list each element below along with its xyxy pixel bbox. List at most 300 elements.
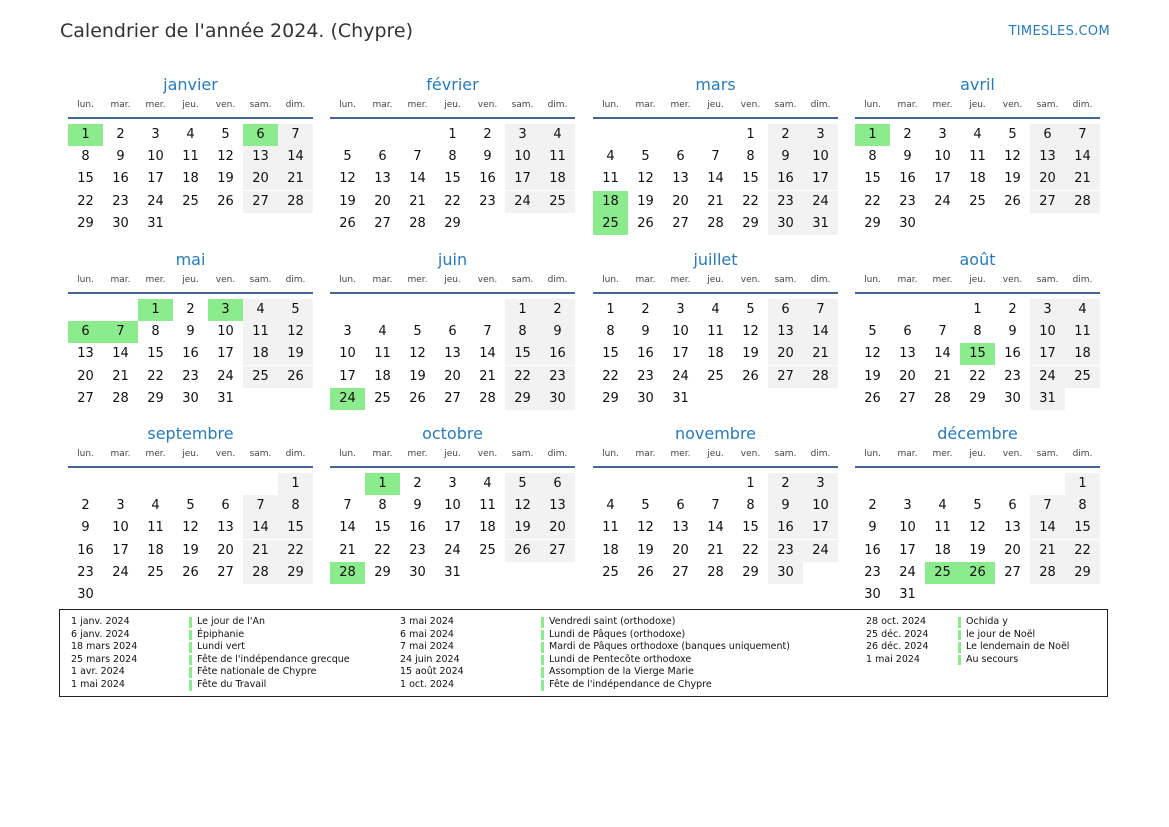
weekday-label: mer. [932, 275, 953, 285]
day-cell: 21 [934, 368, 951, 384]
month-rule [855, 292, 1100, 294]
day-cell: 22 [77, 193, 94, 209]
day-cell: 1 [606, 302, 615, 317]
day-cell: 12 [1004, 149, 1021, 165]
day-cell: 14 [479, 346, 496, 362]
day-cell: 3 [505, 124, 540, 146]
day-cell: 7 [413, 149, 422, 165]
day-cell: 23 [182, 368, 199, 384]
day-cell: 7 [711, 498, 720, 514]
holiday-day-cell: 15 [960, 343, 995, 365]
day-cell: 17 [1030, 343, 1065, 365]
weekday-label: jeu. [707, 100, 724, 110]
day-cell: 4 [606, 498, 615, 514]
day-cell: 21 [707, 193, 724, 209]
legend-entry: 25 déc. 2024 [866, 628, 929, 640]
month-name: septembre [147, 424, 234, 443]
weekday-label: sam. [1036, 100, 1059, 110]
holiday-marker [189, 630, 192, 641]
day-cell: 16 [182, 346, 199, 362]
day-cell: 12 [637, 520, 654, 536]
weekday-label: jeu. [182, 275, 199, 285]
weekday-label: dim. [1072, 100, 1093, 110]
day-cell: 29 [969, 390, 986, 406]
day-cell: 12 [182, 520, 199, 536]
day-cell: 22 [1065, 540, 1100, 562]
day-cell: 27 [243, 191, 278, 213]
day-cell: 19 [505, 517, 540, 539]
month-name: juin [437, 250, 468, 269]
day-cell: 29 [602, 390, 619, 406]
day-cell: 8 [746, 498, 755, 514]
weekday-label: dim. [547, 449, 568, 459]
day-cell: 11 [602, 171, 619, 187]
day-cell: 31 [444, 564, 461, 580]
day-cell: 16 [768, 168, 803, 190]
day-cell: 16 [864, 542, 881, 558]
day-cell: 22 [969, 368, 986, 384]
day-cell: 7 [711, 149, 720, 165]
month-name: novembre [674, 424, 757, 443]
holiday-legend [59, 609, 1108, 697]
holiday-marker [958, 630, 961, 641]
day-cell: 20 [217, 542, 234, 558]
day-cell: 19 [182, 542, 199, 558]
day-cell: 24 [672, 368, 689, 384]
day-cell: 5 [413, 324, 422, 340]
month-rule [593, 466, 838, 468]
day-cell: 29 [444, 215, 461, 231]
day-cell: 23 [112, 193, 129, 209]
day-cell: 5 [868, 324, 877, 340]
weekday-label: sam. [249, 275, 272, 285]
day-cell: 2 [768, 124, 803, 146]
month-avril [855, 75, 1100, 240]
legend-entry: 1 oct. 2024 [400, 678, 455, 690]
day-cell: 22 [374, 542, 391, 558]
day-cell: 6 [676, 498, 685, 514]
weekday-label: jeu. [444, 100, 461, 110]
day-cell: 2 [768, 473, 803, 495]
weekday-label: mer. [145, 449, 166, 459]
day-cell: 22 [742, 193, 759, 209]
day-cell: 21 [1065, 168, 1100, 190]
day-cell: 25 [479, 542, 496, 558]
day-cell: 20 [672, 193, 689, 209]
legend-entry: Fête nationale de Chypre [197, 666, 317, 678]
day-cell: 9 [186, 324, 195, 340]
day-cell: 5 [278, 299, 313, 321]
weekday-label: sam. [774, 100, 797, 110]
day-cell: 23 [768, 191, 803, 213]
day-cell: 7 [343, 498, 352, 514]
day-cell: 6 [1030, 124, 1065, 146]
day-cell: 4 [378, 324, 387, 340]
legend-entry: Fête de l'indépendance de Chypre [549, 678, 712, 690]
day-cell: 27 [672, 564, 689, 580]
month-rule [68, 292, 313, 294]
day-cell: 9 [768, 146, 803, 168]
day-cell: 12 [742, 324, 759, 340]
legend-col3-dates [866, 616, 928, 666]
weekday-label: jeu. [444, 449, 461, 459]
weekday-label: mar. [110, 100, 131, 110]
weekday-label: mar. [110, 449, 131, 459]
weekday-label: sam. [249, 100, 272, 110]
weekday-label: jeu. [969, 100, 986, 110]
day-cell: 19 [864, 368, 881, 384]
day-cell: 31 [899, 587, 916, 602]
day-cell: 29 [278, 562, 313, 584]
day-cell: 5 [641, 149, 650, 165]
day-cell: 6 [448, 324, 457, 340]
weekday-label: lun. [864, 275, 881, 285]
day-cell: 8 [1065, 495, 1100, 517]
day-cell: 7 [243, 495, 278, 517]
day-cell: 27 [77, 390, 94, 406]
weekday-label: ven. [477, 449, 498, 459]
day-cell: 15 [77, 171, 94, 187]
month-name: mars [695, 75, 736, 94]
day-cell: 17 [803, 517, 838, 539]
legend-entry: Fête de l'indépendance grecque [197, 653, 350, 665]
weekday-label: sam. [511, 449, 534, 459]
day-cell: 4 [483, 476, 492, 491]
weekday-label: lun. [77, 449, 94, 459]
day-cell: 11 [602, 520, 619, 536]
day-cell: 26 [339, 215, 356, 231]
day-cell: 6 [540, 473, 575, 495]
month-rule [855, 117, 1100, 119]
day-cell: 8 [278, 495, 313, 517]
legend-entry: 15 août 2024 [400, 666, 464, 678]
day-cell: 4 [151, 498, 160, 514]
day-cell: 11 [934, 520, 951, 536]
legend-col1-dates [71, 616, 137, 692]
holiday-marker [189, 642, 192, 653]
legend-entry: 25 mars 2024 [71, 653, 138, 665]
month-name: février [426, 75, 479, 94]
day-cell: 29 [864, 215, 881, 231]
day-cell: 6 [221, 498, 230, 514]
day-cell: 2 [186, 302, 195, 317]
holiday-marker [189, 680, 192, 691]
weekday-label: ven. [1002, 100, 1023, 110]
day-cell: 12 [505, 495, 540, 517]
day-cell: 9 [81, 520, 90, 536]
day-cell: 16 [637, 346, 654, 362]
day-cell: 11 [969, 149, 986, 165]
day-cell: 21 [1030, 540, 1065, 562]
month-mars [593, 75, 838, 240]
day-cell: 15 [147, 346, 164, 362]
day-cell: 16 [77, 542, 94, 558]
day-cell: 20 [672, 542, 689, 558]
day-cell: 30 [864, 587, 881, 602]
day-cell: 17 [505, 168, 540, 190]
day-cell: 10 [899, 520, 916, 536]
month-octobre [330, 424, 575, 589]
legend-entry: 26 déc. 2024 [866, 641, 929, 653]
day-cell: 9 [868, 520, 877, 536]
holiday-day-cell: 25 [593, 213, 628, 235]
day-cell: 23 [637, 368, 654, 384]
weekday-label: ven. [740, 100, 761, 110]
day-cell: 8 [81, 149, 90, 165]
holiday-marker [541, 680, 544, 691]
legend-entry: Lundi vert [197, 641, 245, 653]
holiday-day-cell: 6 [68, 321, 103, 343]
day-cell: 18 [243, 343, 278, 365]
holiday-day-cell: 18 [593, 191, 628, 213]
day-cell: 30 [899, 215, 916, 231]
day-cell: 7 [1065, 124, 1100, 146]
day-cell: 9 [768, 495, 803, 517]
day-cell: 14 [278, 146, 313, 168]
day-cell: 15 [742, 171, 759, 187]
day-cell: 4 [243, 299, 278, 321]
weekday-label: jeu. [182, 449, 199, 459]
day-cell: 11 [374, 346, 391, 362]
day-cell: 25 [1065, 366, 1100, 388]
day-cell: 28 [803, 366, 838, 388]
day-cell: 28 [409, 215, 426, 231]
day-cell: 4 [711, 302, 720, 317]
day-cell: 23 [1004, 368, 1021, 384]
weekday-label: lun. [77, 275, 94, 285]
day-cell: 11 [243, 321, 278, 343]
day-cell: 28 [243, 562, 278, 584]
day-cell: 21 [409, 193, 426, 209]
day-cell: 4 [606, 149, 615, 165]
weekday-label: dim. [547, 100, 568, 110]
day-cell: 23 [540, 366, 575, 388]
month-rule [330, 117, 575, 119]
month-novembre [593, 424, 838, 589]
day-cell: 14 [934, 346, 951, 362]
holiday-day-cell: 1 [138, 299, 173, 321]
holiday-marker [958, 655, 961, 666]
day-cell: 4 [1065, 299, 1100, 321]
weekday-label: lun. [864, 100, 881, 110]
legend-entry: le jour de Noël [966, 628, 1036, 640]
day-cell: 22 [278, 540, 313, 562]
day-cell: 20 [77, 368, 94, 384]
weekday-label: dim. [285, 449, 306, 459]
month-name: mai [175, 250, 206, 269]
day-cell: 15 [374, 520, 391, 536]
day-cell: 16 [540, 343, 575, 365]
weekday-label: lun. [864, 449, 881, 459]
day-cell: 14 [707, 171, 724, 187]
day-cell: 26 [637, 215, 654, 231]
day-cell: 10 [444, 498, 461, 514]
day-cell: 28 [707, 564, 724, 580]
day-cell: 30 [409, 564, 426, 580]
day-cell: 19 [969, 542, 986, 558]
day-cell: 26 [278, 366, 313, 388]
day-cell: 25 [182, 193, 199, 209]
legend-entry: Le lendemain de Noël [966, 641, 1070, 653]
day-cell: 2 [483, 127, 492, 142]
day-cell: 16 [768, 517, 803, 539]
day-cell: 17 [672, 346, 689, 362]
day-cell: 7 [803, 299, 838, 321]
legend-entry: Lundi de Pentecôte orthodoxe [549, 653, 692, 665]
legend-col2-markers [541, 617, 544, 693]
day-cell: 8 [868, 149, 877, 165]
weekday-label: jeu. [444, 275, 461, 285]
day-cell: 28 [1030, 562, 1065, 584]
weekday-label: ven. [477, 100, 498, 110]
month-rule [855, 466, 1100, 468]
day-cell: 27 [1004, 564, 1021, 580]
day-cell: 10 [147, 149, 164, 165]
day-cell: 16 [112, 171, 129, 187]
day-cell: 17 [899, 542, 916, 558]
day-cell: 12 [637, 171, 654, 187]
day-cell: 24 [112, 564, 129, 580]
weekday-label: lun. [602, 275, 619, 285]
holiday-day-cell: 1 [68, 124, 103, 146]
day-cell: 6 [378, 149, 387, 165]
day-cell: 9 [903, 149, 912, 165]
day-cell: 18 [602, 542, 619, 558]
weekday-label: sam. [774, 449, 797, 459]
day-cell: 2 [413, 476, 422, 491]
day-cell: 14 [112, 346, 129, 362]
legend-entry: 7 mai 2024 [400, 641, 454, 653]
holiday-day-cell: 1 [855, 124, 890, 146]
day-cell: 28 [707, 215, 724, 231]
legend-entry: Au secours [966, 653, 1019, 665]
weekday-label: lun. [339, 275, 356, 285]
day-cell: 8 [151, 324, 160, 340]
weekday-label: mer. [932, 449, 953, 459]
day-cell: 24 [803, 191, 838, 213]
day-cell: 19 [339, 193, 356, 209]
weekday-label: lun. [339, 449, 356, 459]
day-cell: 11 [182, 149, 199, 165]
day-cell: 20 [899, 368, 916, 384]
day-cell: 20 [1004, 542, 1021, 558]
day-cell: 16 [479, 171, 496, 187]
day-cell: 15 [864, 171, 881, 187]
weekday-label: mar. [635, 449, 656, 459]
weekday-label: mar. [372, 100, 393, 110]
day-cell: 22 [505, 366, 540, 388]
month-name: août [959, 250, 996, 269]
day-cell: 29 [374, 564, 391, 580]
day-cell: 29 [505, 388, 540, 410]
day-cell: 18 [479, 520, 496, 536]
day-cell: 21 [278, 168, 313, 190]
day-cell: 3 [803, 124, 838, 146]
legend-col2-names [549, 616, 790, 692]
day-cell: 15 [602, 346, 619, 362]
legend-entry: 18 mars 2024 [71, 641, 138, 653]
day-cell: 30 [77, 587, 94, 602]
weekday-label: jeu. [969, 275, 986, 285]
legend-entry: 1 avr. 2024 [71, 666, 125, 678]
weekday-label: jeu. [707, 275, 724, 285]
day-cell: 11 [540, 146, 575, 168]
month-mai [68, 250, 313, 415]
day-cell: 15 [742, 520, 759, 536]
day-cell: 28 [934, 390, 951, 406]
day-cell: 19 [637, 542, 654, 558]
day-cell: 21 [112, 368, 129, 384]
day-cell: 27 [899, 390, 916, 406]
day-cell: 27 [444, 390, 461, 406]
day-cell: 14 [339, 520, 356, 536]
brand-link[interactable]: TIMESLES.COM [1008, 24, 1110, 39]
day-cell: 30 [182, 390, 199, 406]
weekday-label: sam. [774, 275, 797, 285]
day-cell: 6 [903, 324, 912, 340]
day-cell: 14 [803, 321, 838, 343]
month-name: décembre [937, 424, 1018, 443]
day-cell: 2 [540, 299, 575, 321]
day-cell: 1 [505, 299, 540, 321]
weekday-label: dim. [285, 100, 306, 110]
day-cell: 13 [672, 171, 689, 187]
weekday-label: ven. [740, 275, 761, 285]
day-cell: 17 [112, 542, 129, 558]
month-rule [68, 466, 313, 468]
month-name: avril [960, 75, 995, 94]
day-cell: 6 [1008, 498, 1017, 514]
day-cell: 13 [374, 171, 391, 187]
holiday-marker [541, 667, 544, 678]
day-cell: 5 [746, 302, 755, 317]
day-cell: 13 [444, 346, 461, 362]
holiday-day-cell: 25 [925, 562, 960, 584]
day-cell: 8 [606, 324, 615, 340]
day-cell: 4 [973, 127, 982, 142]
day-cell: 25 [147, 564, 164, 580]
day-cell: 5 [186, 498, 195, 514]
weekday-label: mer. [145, 100, 166, 110]
day-cell: 2 [1008, 302, 1017, 317]
day-cell: 20 [374, 193, 391, 209]
weekday-label: mer. [407, 449, 428, 459]
day-cell: 9 [483, 149, 492, 165]
day-cell: 19 [1004, 171, 1021, 187]
day-cell: 3 [343, 324, 352, 340]
weekday-label: mer. [670, 100, 691, 110]
day-cell: 1 [1065, 473, 1100, 495]
day-cell: 24 [899, 564, 916, 580]
weekday-label: dim. [1072, 449, 1093, 459]
day-cell: 18 [1065, 343, 1100, 365]
day-cell: 2 [903, 127, 912, 142]
weekday-label: sam. [1036, 449, 1059, 459]
weekday-label: mar. [897, 275, 918, 285]
day-cell: 12 [409, 346, 426, 362]
day-cell: 18 [969, 171, 986, 187]
day-cell: 10 [217, 324, 234, 340]
day-cell: 22 [444, 193, 461, 209]
legend-entry: 6 janv. 2024 [71, 628, 130, 640]
month-février [330, 75, 575, 240]
weekday-label: sam. [1036, 275, 1059, 285]
weekday-label: sam. [511, 275, 534, 285]
day-cell: 7 [483, 324, 492, 340]
day-cell: 16 [409, 520, 426, 536]
day-cell: 3 [1030, 299, 1065, 321]
day-cell: 8 [973, 324, 982, 340]
